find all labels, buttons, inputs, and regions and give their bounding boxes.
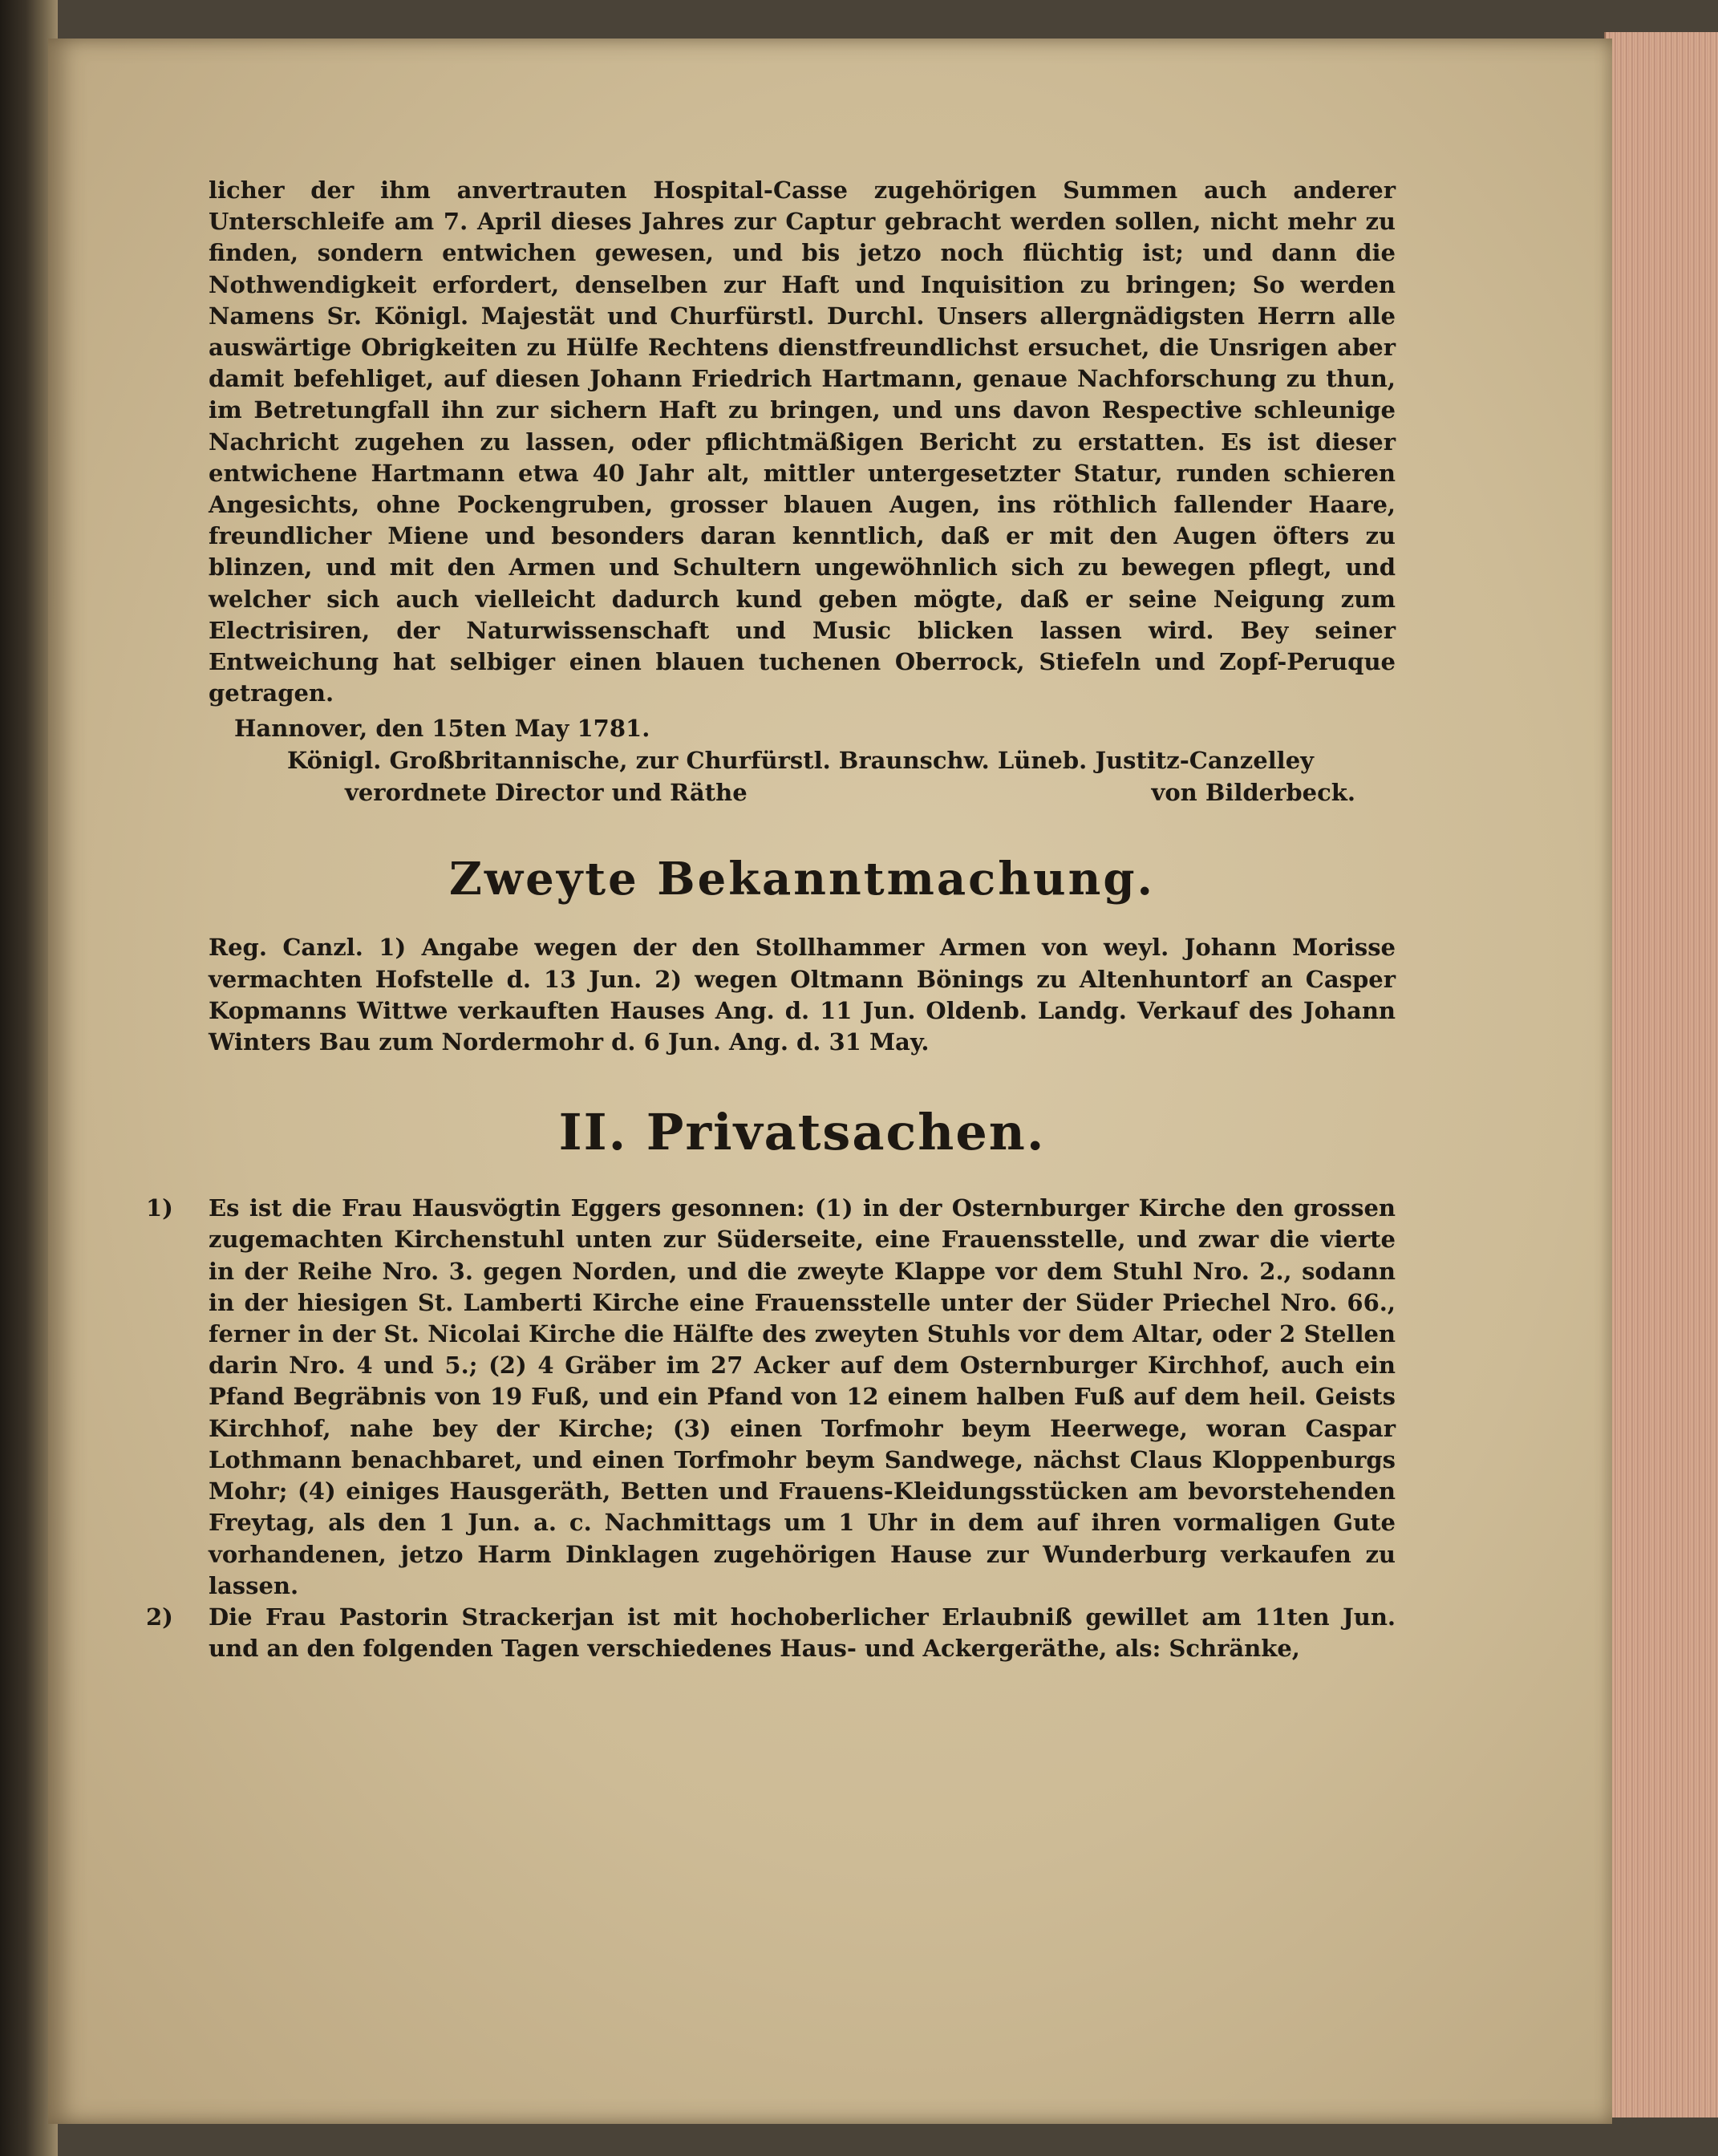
second-notice-paragraph: Reg. Canzl. 1) Angabe wegen der den Stollhammer Armen von weyl. Johann Morisse vermachten Hofstelle d. 13 Jun. 2) wegen Oltmann Bönings zu Altenhuntorf an Casper Kopmanns Wittwe verkauften Hauses Ang. d. 11 Jun. Oldenb. Landg. Verkauf des Johann Winters Bau zum Nordermohr d. 6 Jun. Ang. d. 31 May. [209,934,1396,1056]
item-number: 2) [146,1603,173,1631]
book-page [48,38,1612,2124]
private-item-2 [146,1602,1396,1664]
announcement-date: Hannover, den 15ten May 1781. [234,715,650,743]
private-item-1 [146,1193,1396,1602]
announcement-authority: Königl. Großbritannische, zur Churfürstl. Braunschw. Lüneb. Justitz-Canzelley [287,747,1314,775]
announcement-paragraph: licher der ihm anvertrauten Hospital-Casse zugehörigen Summen auch anderer Unterschleife am 7. April dieses Jahres zur Captur gebracht werden sollen, nicht mehr zu finden, sondern entwichen gewesen, und bis jetzo noch flüchtig ist; und dann die Nothwendigkeit erfordert, denselben zur Haft und Inquisition zu bringen; So werden Namens Sr. Königl. Majestät und Churfürstl. Durchl. Unsers allergnädigsten Herrn alle auswärtige Obrigkeiten zu Hülfe Rechtens dienstfreundlichst ersuchet, die Unsrigen aber damit befehliget, auf diesen Johann Friedrich Hartmann, genaue Nachforschung zu thun, im Betretungfall ihn zur sichern Haft zu bringen, und uns davon Respective schleunige Nachricht zugehen zu lassen, oder pflichtmäßigen Bericht zu erstatten. Es ist dieser entwichene Hartmann etwa 40 Jahr alt, mittler untergesetzter Statur, runden schieren Angesichts, ohne Pockengruben, grosser blauen Augen, ins röthlich fallender Haare, freundlicher Miene und besonders daran kenntlich, daß er mit den Augen öfters zu blinzen, und mit den Armen und Schultern ungewöhnlich sich zu bewegen pflegt, und welcher sich auch vielleicht dadurch kund geben mögte, daß er seine Neigung zum Electrisiren, der Naturwissenschaft und Music blicken lassen wird. Bey seiner Entweichung hat selbiger einen blauen tuchenen Oberrock, Stiefeln und Zopf-Peruque getragen. [209,176,1396,707]
item-text: Die Frau Pastorin Strackerjan ist mit hochoberlicher Erlaubniß gewillet am 11ten Jun. und an den folgenden Tagen verschiedenes Haus- und Ackergeräthe, als: Schränke, [209,1603,1396,1663]
signatory-left: verordnete Director und Räthe [345,779,748,807]
section-heading-second-notice: Zweyte Bekanntmachung. [448,853,1156,906]
signatory-right: von Bilderbeck. [1151,779,1355,807]
signature-row [345,776,1355,808]
item-number: 1) [146,1194,173,1222]
page-content [146,175,1396,1664]
item-text: Es ist die Frau Hausvögtin Eggers gesonnen: (1) in der Osternburger Kirche den grossen zugemachten Kirchenstuhl unten zur Süderseite, eine Frauensstelle, und zwar die vierte in der Reihe Nro. 3. gegen Norden, und die zweyte Klappe vor dem Stuhl Nro. 2., sodann in der hiesigen St. Lamberti Kirche eine Frauensstelle unter der Süder Priechel Nro. 66., ferner in der St. Nicolai Kirche die Hälfte des zweyten Stuhls vor dem Altar, oder 2 Stellen darin Nro. 4 und 5.; (2) 4 Gräber im 27 Acker auf dem Osternburger Kirchhof, auch ein Pfand Begräbnis von 19 Fuß, und ein Pfand von 12 einem halben Fuß auf dem heil. Geists Kirchhof, nahe bey der Kirche; (3) einen Torfmohr beym Heerwege, woran Caspar Lothmann benachbaret, und einen Torfmohr beym Sandwege, nächst Claus Kloppenburgs Mohr; (4) einiges Hausgeräth, Betten und Frauens-Kleidungsstücken am bevorstehenden Freytag, als den 1 Jun. a. c. Nachmittags um 1 Uhr in dem auf ihren vormaligen Gute vorhandenen, jetzo Harm Dinklagen zugehörigen Hause zur Wunderburg verkaufen zu lassen. [209,1194,1396,1599]
page-edges [1604,32,1718,2118]
section-heading-private: II. Privatsachen. [558,1103,1046,1162]
